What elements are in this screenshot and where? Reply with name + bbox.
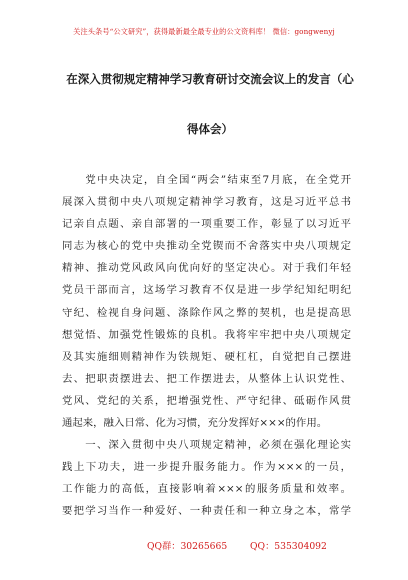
- text-line: 精神、推动党风政风向优向好的坚定决心。对于我们年轻: [62, 262, 351, 275]
- paragraph-2: [62, 434, 351, 522]
- text-line: 通起来，融入日常、化为习惯，充分发挥好×××的作用。: [62, 417, 328, 430]
- text-line: 工作能力的高低，直接影响着×××的服务质量和效率。: [62, 483, 351, 496]
- document-title: [60, 71, 360, 158]
- text-line: 想觉悟、加强党性锻炼的良机。我将牢牢把中央八项规定: [62, 328, 351, 341]
- title-line-1: 在深入贯彻规定精神学习教育研讨交流会议上的发言（心: [66, 72, 354, 86]
- text-line: 一、深入贯彻中央八项规定精神，必须在强化理论实: [62, 439, 351, 452]
- qq-group-label: QQ群：30265665: [147, 541, 228, 552]
- text-line: 党中央决定，自全国“两会”结束至7月底，在全党开: [62, 174, 351, 186]
- paragraph-1: [62, 169, 351, 434]
- text-line: 展深入贯彻中央八项规定精神学习教育，这是习近平总书: [62, 196, 351, 209]
- title-line-2: 得体会）: [187, 122, 233, 136]
- text-line: 同志为核心的党中央推动全党锲而不舍落实中央八项规定: [62, 240, 351, 253]
- text-line: 践上下功夫，进一步提升服务能力。作为×××的一员，: [62, 461, 351, 474]
- text-line: 党风、党纪的关系，把增强党性、严守纪律、砥砺作风贯: [62, 394, 351, 407]
- header-banner: 关注头条号“公文研究”，获得最新最全最专业的公文资料库！ 微信：gongwenyj: [73, 27, 335, 36]
- text-line: 去、把职责摆进去、把工作摆进去，从整体上认识党性、: [62, 372, 351, 385]
- qq-contact-label: QQ：535304092: [250, 541, 327, 552]
- text-line: 及其实施细则精神作为铁规矩、硬杠杠，自觉把自己摆进: [62, 350, 351, 363]
- text-line: 守纪、检视自身问题、涤除作风之弊的契机，也是提高思: [62, 306, 351, 319]
- text-line: 记亲自点题、亲自部署的一项重要工作，彰显了以习近平: [62, 218, 351, 231]
- text-line: 要把学习当作一种爱好、一种责任和一种立身之本，常学: [62, 505, 351, 518]
- document-body: [62, 169, 351, 523]
- text-line: 党员干部而言，这场学习教育不仅是进一步学纪知纪明纪: [62, 284, 351, 297]
